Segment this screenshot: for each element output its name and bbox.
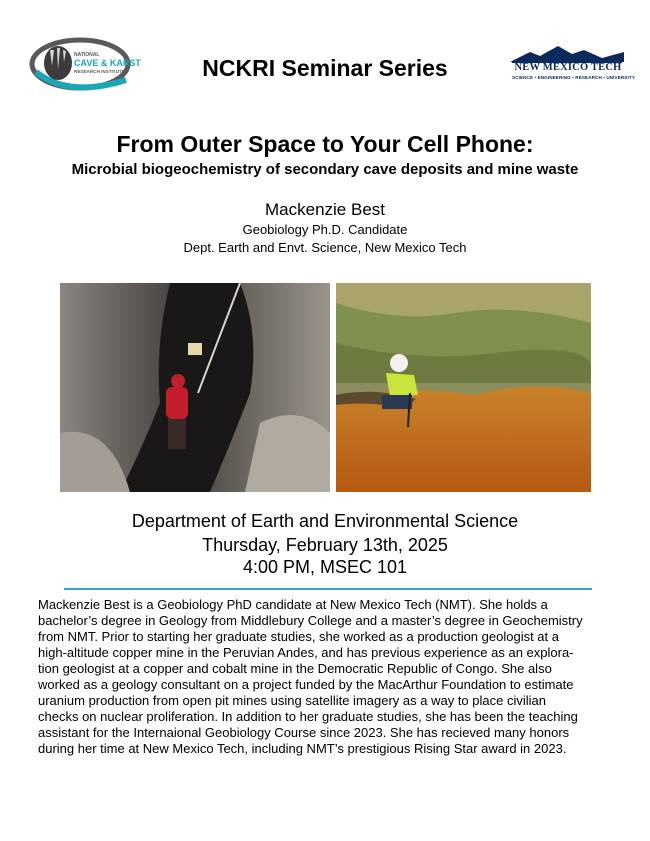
event-time-location: 4:00 PM, MSEC 101 [242, 557, 408, 577]
nckri-logo-line3: RESEARCH INSTITUTE [74, 69, 125, 74]
bio-line: from NMT. Prior to starting her graduate studies, she worked as a production geologist at a [38, 629, 559, 644]
nckri-logo-line1: NATIONAL [74, 52, 100, 58]
talk-subtitle: Microbial biogeochemistry of secondary cave deposits and mine waste [71, 161, 579, 178]
bio-line: checks on nuclear proliferation. In addition to her graduate studies, she has been the teaching [38, 709, 578, 724]
nmt-wordmark: NEW MEXICO TECH [514, 62, 622, 73]
talk-title: From Outer Space to Your Cell Phone: [116, 131, 534, 157]
bio-line: uranium production from open pit mines using satellite imagery as a way to place civilian [38, 693, 546, 708]
bio-line: high-altitude copper mine in the Peruvian Andes, and has previous experience as an explora- [38, 645, 574, 660]
mine-waste-photo [336, 283, 591, 492]
bio-line: Mackenzie Best is a Geobiology PhD candidate at New Mexico Tech (NMT). She holds a [38, 597, 548, 612]
nckri-logo-line2: CAVE & KARST [74, 58, 141, 68]
mountains-icon [510, 44, 624, 64]
nmt-logo [510, 44, 635, 80]
divider [64, 588, 592, 590]
bio-line: assistant for the Internaional Geobiology Course since 2023. She has recieved many honors [38, 725, 570, 740]
speaker-bio [38, 597, 620, 757]
bio-line: bachelor’s degree in Geology from Middlebury College and a master’s degree in Geochemistry [38, 613, 583, 628]
event-date: Thursday, February 13th, 2025 [202, 535, 448, 555]
nmt-tagline: SCIENCE • ENGINEERING • RESEARCH • UNIVERSITY [512, 75, 635, 80]
cave-photo [60, 283, 330, 492]
speaker-role: Geobiology Ph.D. Candidate [242, 222, 408, 237]
series-title: NCKRI Seminar Series [202, 55, 448, 81]
bio-line: during her time at New Mexico Tech, including NMT’s prestigious Rising Star award in 2023. [38, 741, 567, 756]
bio-line: tion geologist at a copper and cobalt mine in the Democratic Republic of Congo. She also [38, 661, 552, 676]
event-department: Department of Earth and Environmental Science [131, 511, 519, 531]
speaker-name: Mackenzie Best [265, 200, 385, 219]
bio-line: worked as a geology consultant on a project funded by the MacArthur Foundation to estimate [38, 677, 574, 692]
speaker-department: Dept. Earth and Envt. Science, New Mexico Tech [183, 240, 467, 255]
